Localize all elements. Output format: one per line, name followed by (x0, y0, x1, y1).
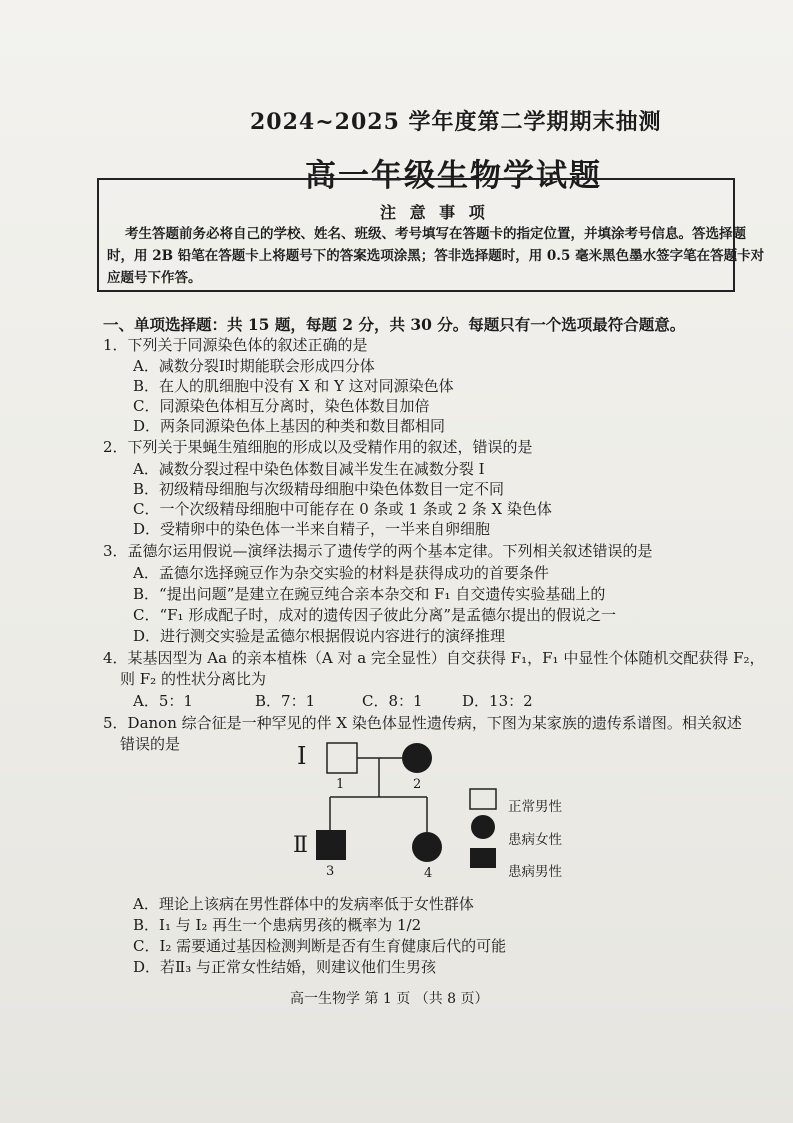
question-5-option-d: D．若Ⅱ₃ 与正常女性结婚，则建议他们生男孩 (133, 958, 437, 976)
question-2-option-b: B．初级精母细胞与次级精母细胞中染色体数目一定不同 (133, 480, 505, 498)
pedigree-label-2: 2 (413, 777, 422, 792)
question-3-stem: 3．孟德尔运用假说—演绎法揭示了遗传学的两个基本定律。下列相关叙述错误的是 (103, 542, 653, 560)
notice-title: 注 意 事 项 (380, 203, 489, 222)
section-heading: 一、单项选择题：共 15 题，每题 2 分，共 30 分。每题只有一个选项最符合题意。 (103, 315, 686, 334)
legend-affected-female-icon (471, 815, 495, 839)
question-1-stem: 1．下列关于同源染色体的叙述正确的是 (103, 336, 368, 354)
question-5-stem-cont: 错误的是 (120, 735, 181, 753)
question-4-option-c: C．8：1 (362, 692, 423, 710)
pedigree-affected-male-3 (316, 830, 346, 860)
legend-normal-male-icon (470, 789, 496, 809)
exam-year-line: 2024~2025 学年度第二学期期末抽测 (250, 109, 662, 135)
question-3-option-d: D．进行测交实验是孟德尔根据假说内容进行的演绎推理 (133, 627, 506, 645)
pedigree-gen-1-label: I (297, 742, 307, 770)
pedigree-affected-female-4 (412, 832, 442, 862)
question-1-option-c: C．同源染色体相互分离时，染色体数目加倍 (133, 397, 430, 415)
question-3-option-b: B．“提出问题”是建立在豌豆纯合亲本杂交和 F₁ 自交遗传实验基础上的 (133, 585, 606, 603)
question-4-option-d: D．13：2 (462, 692, 533, 710)
question-3-option-a: A．孟德尔选择豌豆作为杂交实验的材料是获得成功的首要条件 (133, 564, 549, 582)
question-1-option-b: B．在人的肌细胞中没有 X 和 Y 这对同源染色体 (133, 377, 454, 395)
pedigree-normal-male-1 (327, 743, 357, 773)
question-2-option-a: A．减数分裂过程中染色体数目减半发生在减数分裂 Ⅰ (133, 460, 485, 478)
notice-line-1: 考生答题前务必将自己的学校、姓名、班级、考号填写在答题卡的指定位置，并填涂考号信息。答选择题 (125, 226, 746, 242)
pedigree-gen-2-label: Ⅱ (293, 833, 308, 858)
question-2-option-d: D．受精卵中的染色体一半来自精子，一半来自卵细胞 (133, 520, 491, 538)
notice-line-3: 应题号下作答。 (107, 270, 202, 286)
legend-affected-male-label: 患病男性 (508, 864, 562, 880)
question-4-option-b: B．7：1 (255, 692, 316, 710)
legend-affected-male-icon (470, 848, 496, 868)
pedigree-label-3: 3 (326, 864, 335, 879)
question-5-option-a: A．理论上该病在男性群体中的发病率低于女性群体 (133, 895, 474, 913)
question-5-stem: 5．Danon 综合征是一种罕见的伴 X 染色体显性遗传病，下图为某家族的遗传系谱图。相关叙述 (103, 714, 742, 732)
legend-affected-female-label: 患病女性 (508, 832, 562, 848)
question-4-stem-cont: 则 F₂ 的性状分离比为 (120, 670, 266, 688)
legend-normal-male-label: 正常男性 (508, 799, 562, 815)
pedigree-affected-female-2 (402, 743, 432, 773)
question-1-option-d: D．两条同源染色体上基因的种类和数目都相同 (133, 417, 446, 435)
page-footer: 高一生物学 第 1 页 （共 8 页） (290, 991, 489, 1007)
page-title: 高一年级生物学试题 (305, 158, 602, 194)
question-2-option-c: C．一个次级精母细胞中可能存在 0 条或 1 条或 2 条 X 染色体 (133, 500, 552, 518)
question-5-option-c: C．I₂ 需要通过基因检测判断是否有生育健康后代的可能 (133, 937, 507, 955)
question-4-option-a: A．5：1 (133, 692, 193, 710)
pedigree-label-1: 1 (336, 777, 345, 792)
pedigree-label-4: 4 (424, 866, 433, 881)
question-5-option-b: B．I₁ 与 I₂ 再生一个患病男孩的概率为 1/2 (133, 916, 422, 934)
question-2-stem: 2．下列关于果蝇生殖细胞的形成以及受精作用的叙述，错误的是 (103, 438, 533, 456)
question-3-option-c: C．“F₁ 形成配子时，成对的遗传因子彼此分离”是孟德尔提出的假说之一 (133, 606, 617, 624)
notice-line-2: 时，用 2B 铅笔在答题卡上将题号下的答案选项涂黑；答非选择题时，用 0.5 毫米黑色墨水签字笔在答题卡对 (107, 248, 765, 264)
question-1-option-a: A．减数分裂Ⅰ时期能联会形成四分体 (133, 357, 375, 375)
question-4-stem: 4．某基因型为 Aa 的亲本植株（A 对 a 完全显性）自交获得 F₁，F₁ 中显性个体随机交配获得 F₂， (103, 649, 765, 667)
